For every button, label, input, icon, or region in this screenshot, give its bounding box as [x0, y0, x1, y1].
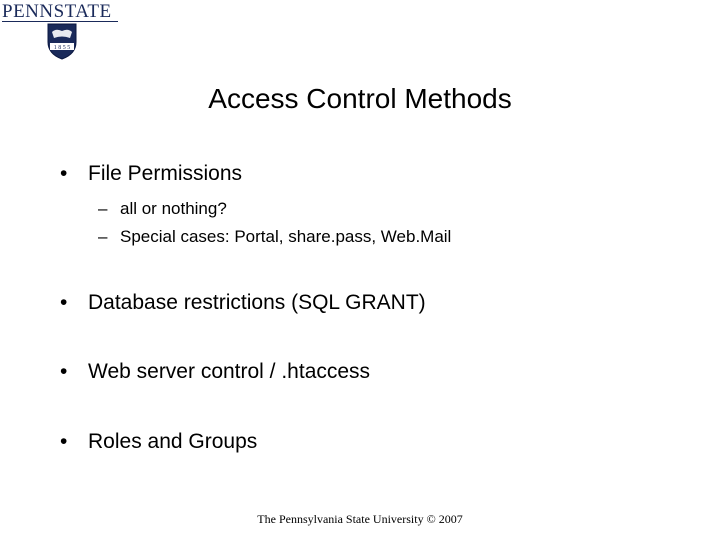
bullet-dot-icon: •: [60, 430, 68, 453]
sub-bullet-text: all or nothing?: [120, 199, 227, 218]
bullet-text: Roles and Groups: [88, 430, 258, 453]
footer-copyright: The Pennsylvania State University © 2007: [257, 512, 463, 526]
bullet-dot-icon: •: [60, 291, 68, 314]
dash-icon: –: [98, 227, 108, 246]
bullet-dot-icon: •: [60, 360, 68, 383]
bullet-text: Web server control / .htaccess: [88, 360, 371, 383]
bullet-text: File Permissions: [88, 162, 243, 185]
slide-title: Access Control Methods: [208, 83, 512, 114]
pennstate-logo: [2, 1, 112, 62]
shield-icon: [46, 22, 78, 60]
dash-icon: –: [98, 199, 108, 218]
logo-year: 1 8 5 5: [53, 45, 71, 51]
sub-bullet-text: Special cases: Portal, share.pass, Web.Mail: [120, 227, 452, 246]
logo-wordmark: PENNSTATE: [2, 2, 118, 22]
bullet-dot-icon: •: [60, 162, 68, 185]
bullet-text: Database restrictions (SQL GRANT): [88, 291, 426, 314]
